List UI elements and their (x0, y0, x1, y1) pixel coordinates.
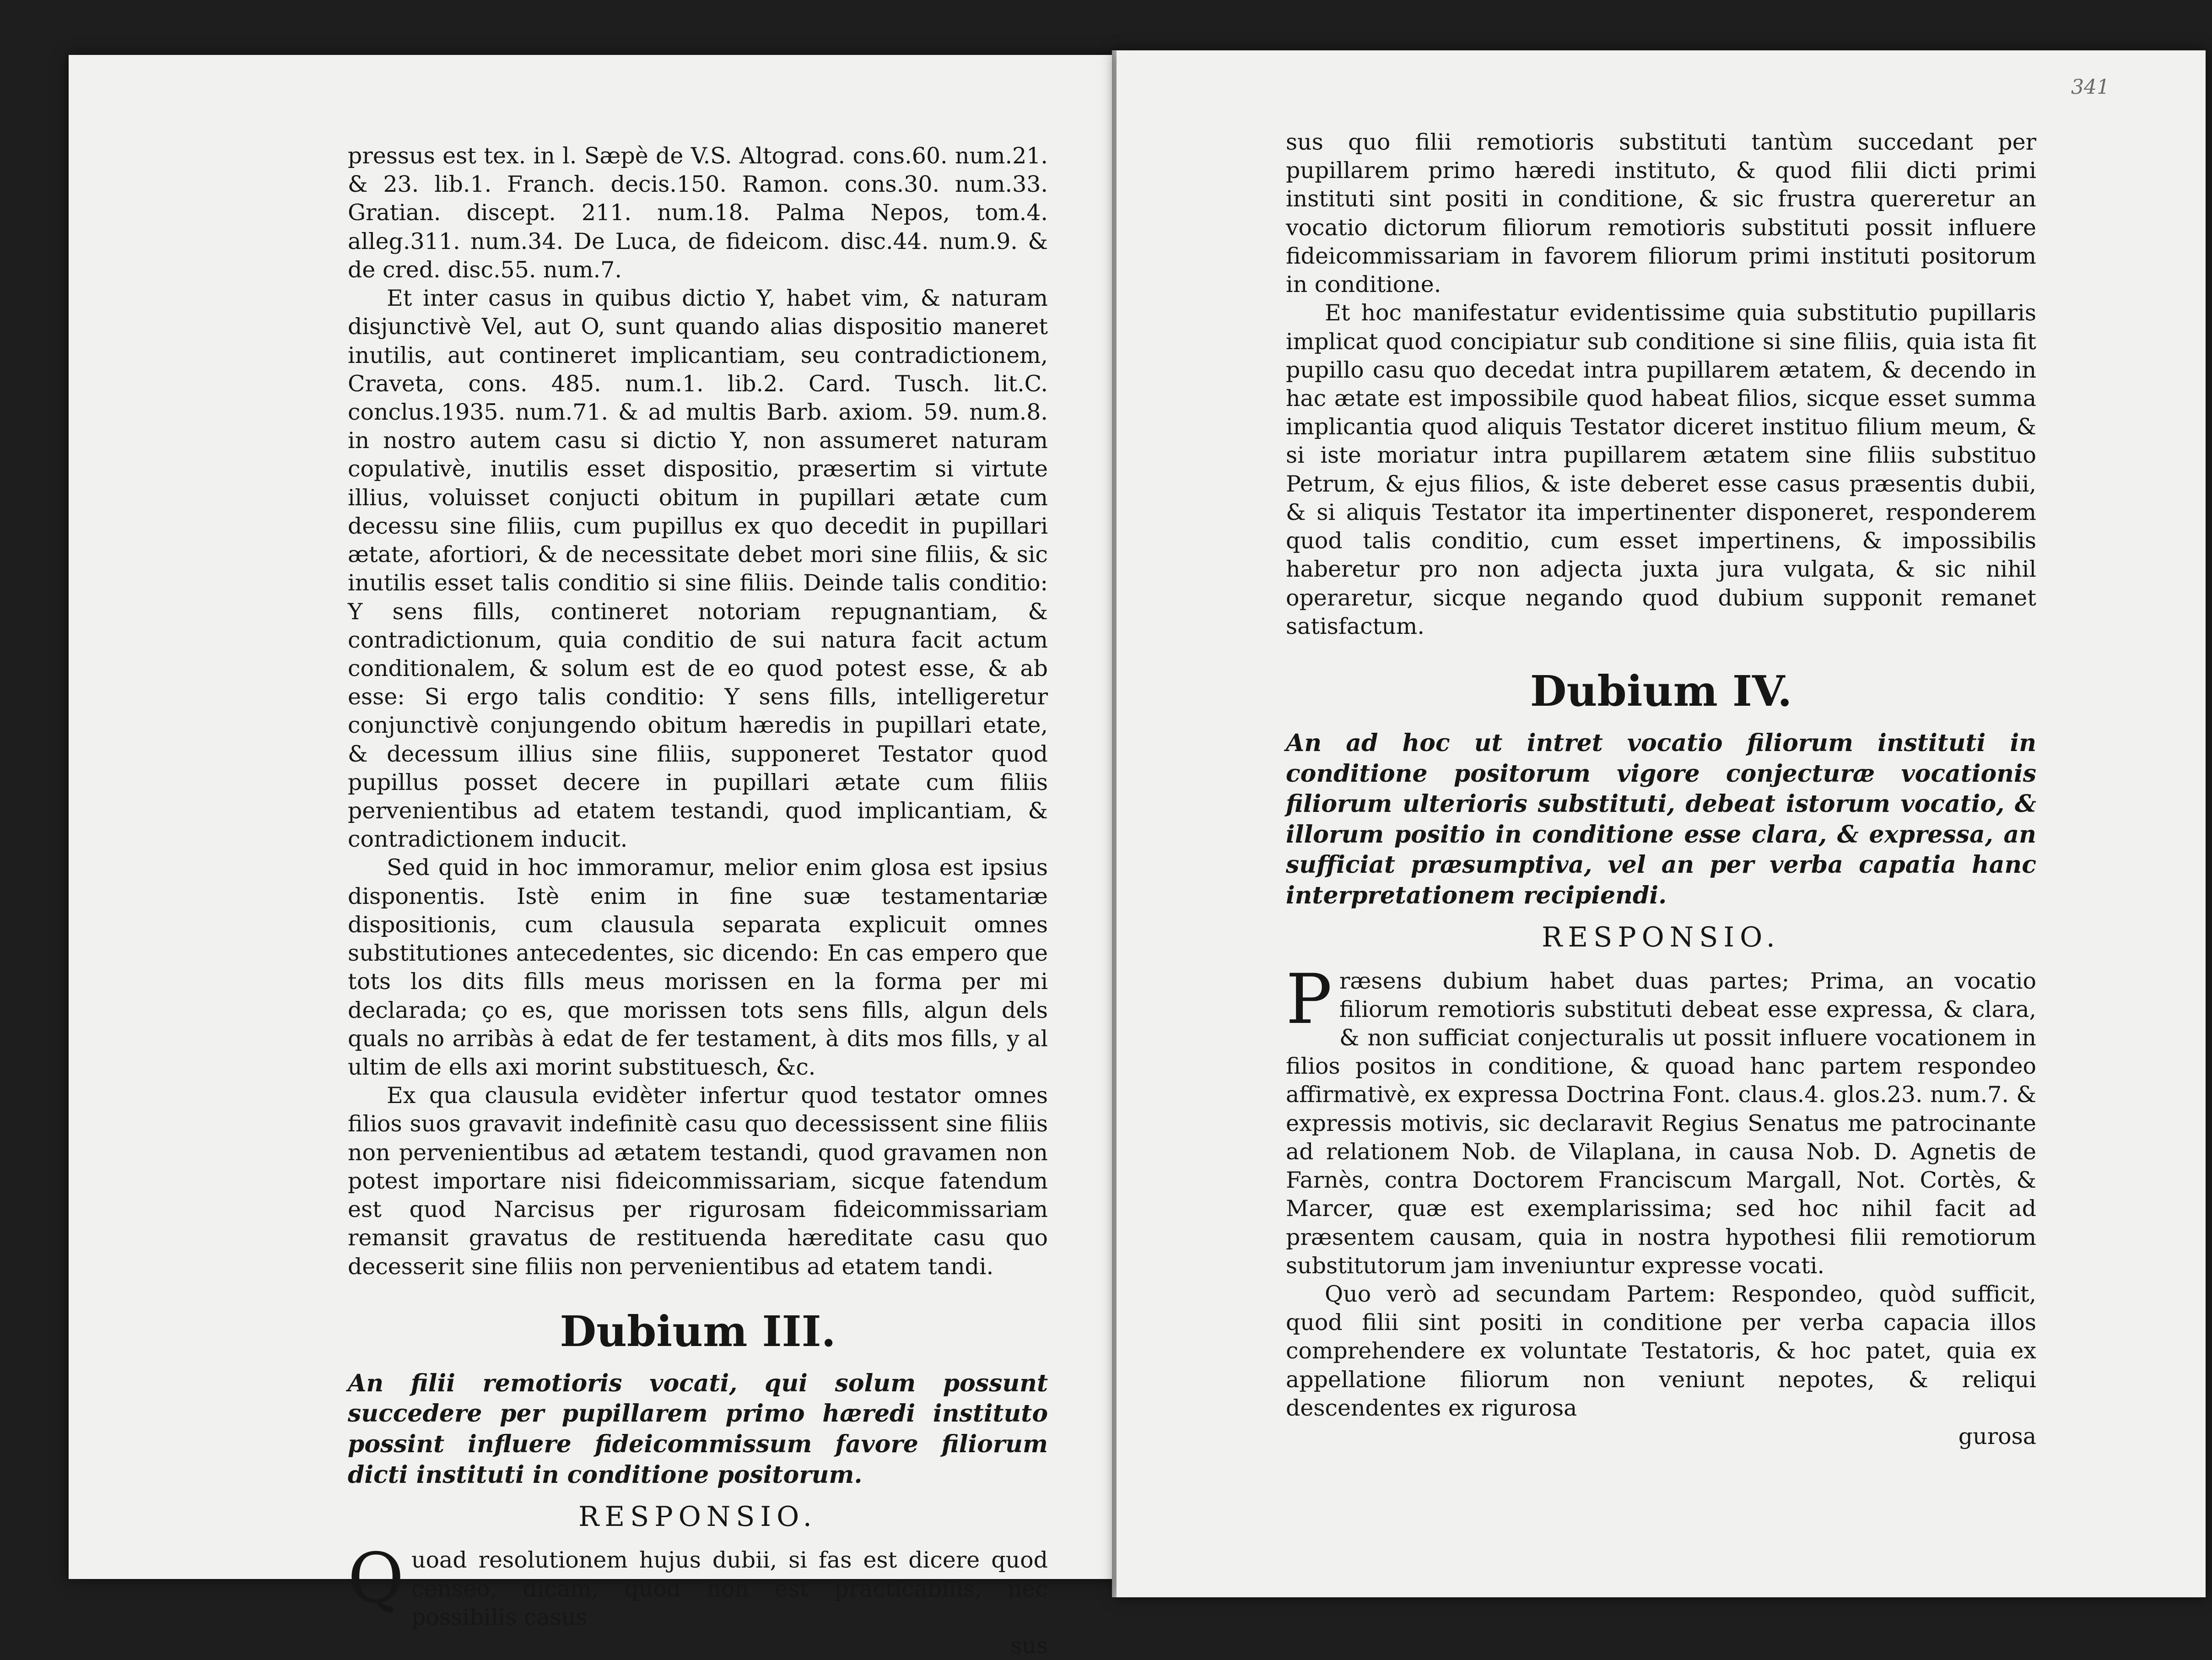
left-paragraph-4: Ex qua clausula evidèter infertur quod testator omnes filios suos gravavit indefinitè casu quo decessissent sine filiis non pervenientibus ad ætatem testandi, quod gravamen non potest importare nisi fideicommissariam, sicque fatendum est quod Narcisus per rigurosam fideicommissariam remansit gravatus de restituenda hæreditate casu quo decesserit sine filiis non pervenientibus ad etatem tandi. (348, 1082, 1048, 1280)
left-page (69, 55, 1121, 1659)
dubium-iv-question: An ad hoc ut intret vocatio filiorum instituti in conditione positorum vigore conjecturæ vocationis filiorum ulterioris substituti, debeat istorum vocatio, & illorum positio in conditione esse clara, & expressa, an sufficiat præsumptiva, vel an per verba capatia hanc interpretationem recipiendi. (1286, 729, 2036, 909)
right-paragraph-2: Et hoc manifestatur evidentissime quia substitutio pupillaris implicat quod concipiatur sub conditione si sine filiis, quia ista fit pupillo casu quo decedat intra pupillarem ætatem, & decendo in hac ætate est impossibile quod habeat filios, sicque esset summa implicantia quod aliquis Testator diceret instituo filium meum, & si iste moriatur intra pupillarem ætatem sine filiis substituo Petrum, & ejus filios, & iste deberet esse casus præsentis dubii, & si aliquis Testator ita impertinenter disponeret, responderem quod talis conditio, cum esset impertinens, & impossibilis haberetur pro non adjecta juxta jura vulgata, & sic nihil operaretur, sicque negando quod dubium supponit remanet satisfactum. (1286, 300, 2036, 639)
left-paragraph-1: pressus est tex. in l. Sæpè de V.S. Altograd. cons.60. num.21. & 23. lib.1. Franch. decis.150. Ramon. cons.30. num.33. Gratian. discept. 211. num.18. Palma Nepos, tom.4. alleg.311. num.34. De Luca, de fideicom. disc.44. num.9. & de cred. disc.55. num.7. (348, 143, 1048, 283)
right-response-paragraph-1 (1286, 959, 2036, 1280)
right-catchword: gurosa (1958, 1423, 2036, 1450)
left-text-column (348, 142, 1048, 1660)
folio-number: 341 (2071, 76, 2109, 99)
dubium-iii-heading: Dubium III. (560, 1306, 836, 1356)
left-paragraph-2: Et inter casus in quibus dictio Y, habet vim, & naturam disjunctivè Vel, aut O, sunt quando alias dispositio maneret inutilis, aut contineret implicantiam, seu contradictionem, Craveta, cons. 485. num.1. lib.2. Card. Tusch. lit.C. conclus.1935. num.71. & ad multis Barb. axiom. 59. num.8. in nostro autem casu si dictio Y, non assumeret naturam copulativè, inutilis esset dispositio, præsertim si virtute illius, voluisset conjucti obitum in pupillari ætate cum decessu sine filiis, cum pupillus ex quo decedit in pupillari ætate, afortiori, & de necessitate debet mori sine filiis, & sic inutilis esset talis conditio si sine filiis. Deinde talis conditio: Y sens fills, contineret notoriam repugnantiam, & contradictionum, quia conditio de sui natura facit actum conditionalem, & solum est de eo quod potest esse, & ab esse: Si ergo talis conditio: Y sens fills, intelligeretur conjunctivè conjungendo obitum hæredis in pupillari etate, & decessum illius sine filiis, supponeret Testator quod pupillus posset decere in pupillari ætate cum filiis pervenientibus ad etatem testandi, quod implicantiam, & contradictionem inducit. (348, 285, 1048, 853)
left-response-text: uoad resolutionem hujus dubii, si fas est dicere quod censeo, dicam, quod non est practicabilis, nec possibilis casus (411, 1547, 1048, 1630)
dropcap-p: P (1286, 959, 1332, 1039)
left-response-paragraph (348, 1539, 1048, 1632)
right-response-text-1: ræsens dubium habet duas partes; Prima, an vocatio filiorum remotioris substituti debeat esse expressa, & clara, & non sufficiat conjecturalis ut possit influere vocationem in filios positos in conditione, & quoad hanc partem respondeo affirmativè, ex expressa Doctrina Font. claus.4. glos.23. num.7. & expressis motivis, sic declaravit Regius Senatus me patrocinante ad relationem Nob. de Vilaplana, in causa Nob. D. Agnetis de Farnès, contra Doctorem Franciscum Margall, Not. Cortès, & Marcer, quæ est exemplarissima; sed hoc nihil facit ad præsentem causam, quia in nostra hypothesi filii remotiorum substitutorum jam inveniuntur expresse vocati. (1286, 968, 2036, 1279)
responsio-heading-right: RESPONSIO. (1542, 921, 1780, 954)
responsio-heading-left: RESPONSIO. (578, 1501, 817, 1533)
dubium-iii-question: An filii remotioris vocati, qui solum possunt succedere per pupillarem primo hæredi instituto possint influere fideicommissum favore filiorum dicti instituti in conditione positorum. (348, 1369, 1048, 1489)
right-response-paragraph-2: Quo verò ad secundam Partem: Respondeo, quòd sufficit, quod filii sint positi in conditione per verba capacia illos comprehendere ex voluntate Testatoris, & hoc patet, quia ex appellatione filiorum non veniunt nepotes, & reliqui descendentes ex rigurosa (1286, 1281, 2036, 1421)
left-catchword: sus (1010, 1632, 1048, 1659)
dropcap-q: Q (348, 1539, 404, 1619)
right-text-column (1286, 128, 2036, 1451)
dubium-iv-heading: Dubium IV. (1530, 666, 1792, 716)
right-page (1117, 50, 2206, 1597)
left-paragraph-3: Sed quid in hoc immoramur, melior enim glosa est ipsius disponentis. Istè enim in fine suæ testamentariæ dispositionis, cum clausula separata explicuit omnes substitutiones antecedentes, sic dicendo: En cas empero que tots los dits fills meus morissen en la forma per mi declarada; ço es, que morissen tots sens fills, algun dels quals no arribàs à edat de fer testament, à dits mos fills, y al ultim de ells axi morint substituesch, &c. (348, 854, 1048, 1080)
right-paragraph-1: sus quo filii remotioris substituti tantùm succedant per pupillarem primo hæredi instituto, & quod filii dicti primi instituti sint positi in conditione, & sic frustra quereretur an vocatio dictorum filiorum remotioris substituti possit influere fideicommissariam in favorem filiorum primi instituti positorum in conditione. (1286, 129, 2036, 298)
